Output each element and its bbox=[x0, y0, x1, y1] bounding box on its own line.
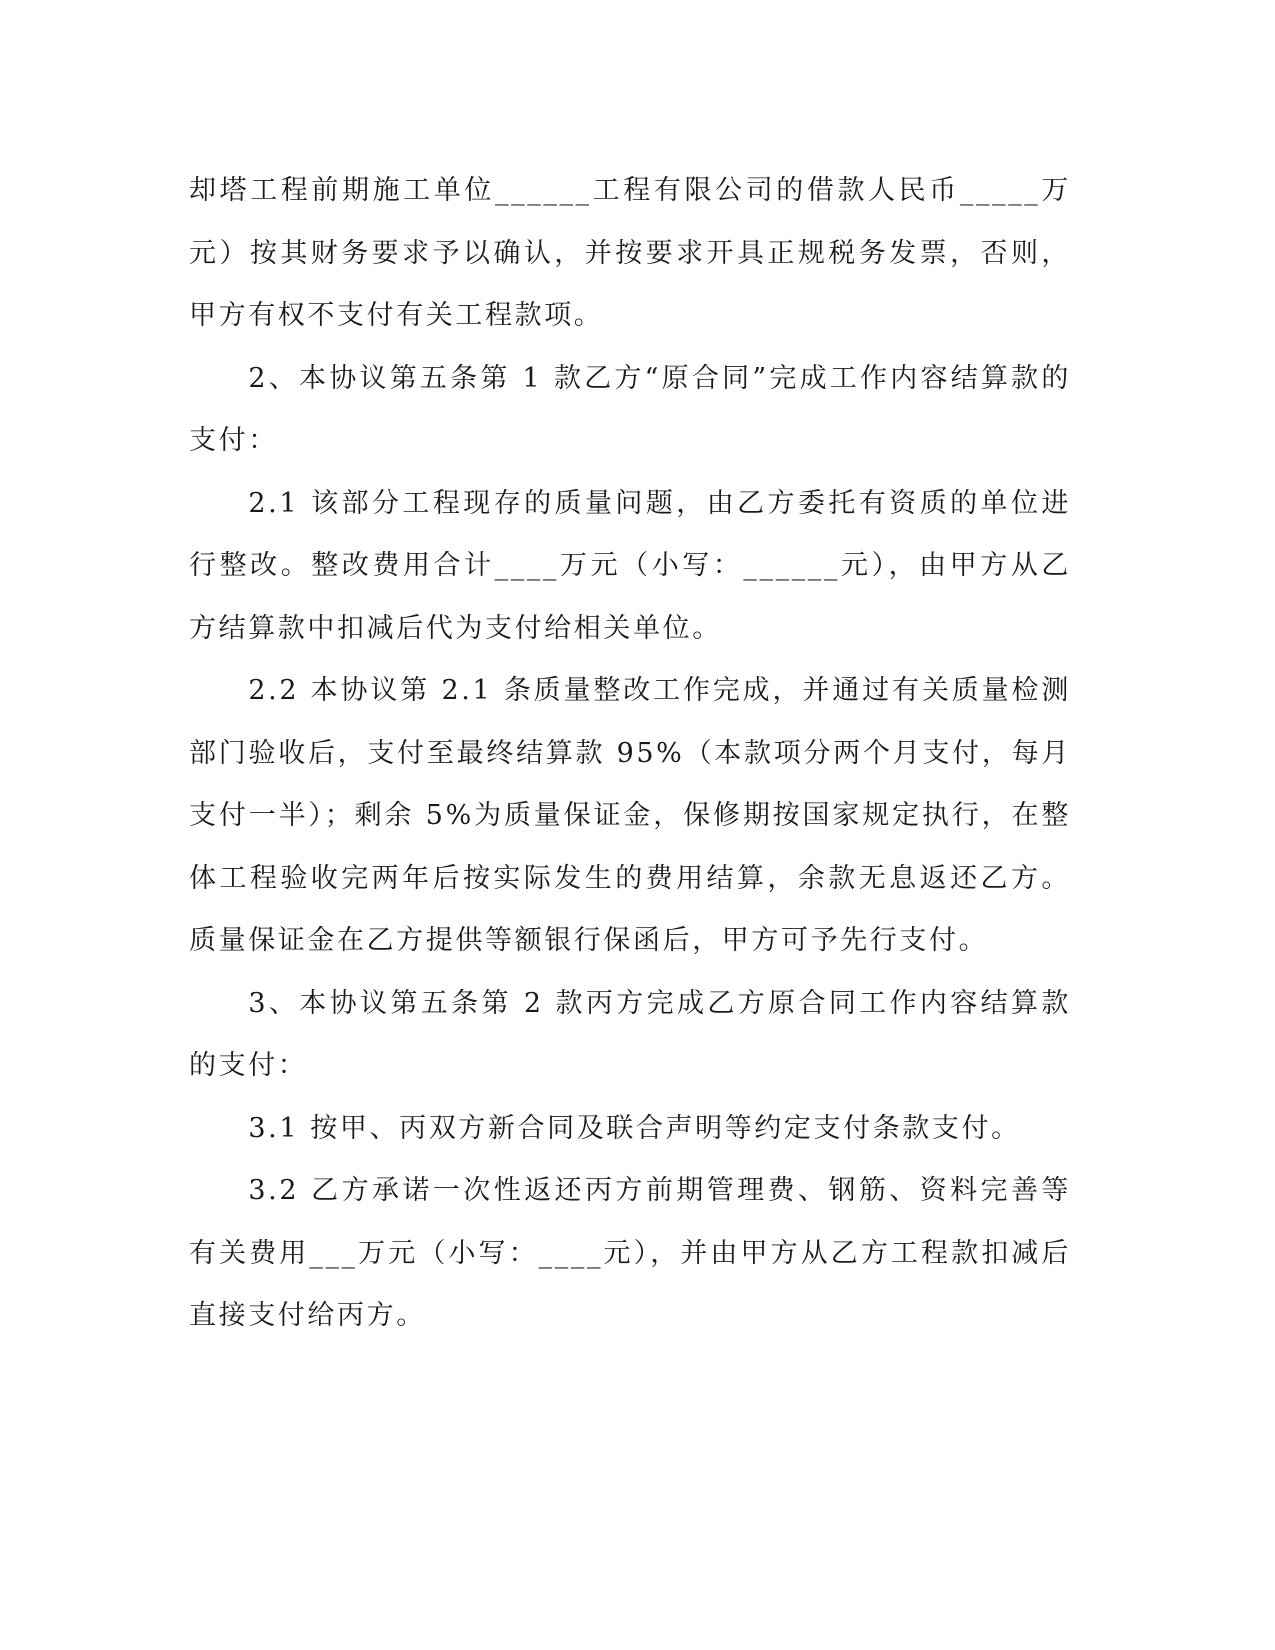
document-body bbox=[189, 160, 1071, 1348]
paragraph-clause-2: 2、本协议第五条第 1 款乙方“原合同”完成工作内容结算款的支付： bbox=[189, 362, 1071, 456]
paragraph-clause-3: 3、本协议第五条第 2 款丙方完成乙方原合同工作内容结算款的支付： bbox=[189, 987, 1071, 1081]
paragraph-clause-2-1: 2.1 该部分工程现存的质量问题，由乙方委托有资质的单位进行整改。整改费用合计____万元（小写：______元），由甲方从乙方结算款中扣减后代为支付给相关单位。 bbox=[189, 487, 1071, 644]
paragraph-continuation: 却塔工程前期施工单位______工程有限公司的借款人民币_____万元）按其财务要求予以确认，并按要求开具正规税务发票，否则，甲方有权不支付有关工程款项。 bbox=[189, 175, 1071, 331]
paragraph-clause-2-2: 2.2 本协议第 2.1 条质量整改工作完成，并通过有关质量检测部门验收后，支付至最终结算款 95%（本款项分两个月支付，每月支付一半）；剩余 5%为质量保证金，保修期按国家规定执行，在整体工程验收完两年后按实际发生的费用结算，余款无息返还乙方。质量保证金在乙方提供等额银行保函后，甲方可予先行支付。 bbox=[189, 675, 1071, 956]
paragraph-clause-3-2: 3.2 乙方承诺一次性返还丙方前期管理费、钢筋、资料完善等有关费用___万元（小写：____元），并由甲方从乙方工程款扣减后直接支付给丙方。 bbox=[189, 1175, 1071, 1331]
paragraph-clause-3-1: 3.1 按甲、丙双方新合同及联合声明等约定支付条款支付。 bbox=[248, 1112, 1021, 1144]
